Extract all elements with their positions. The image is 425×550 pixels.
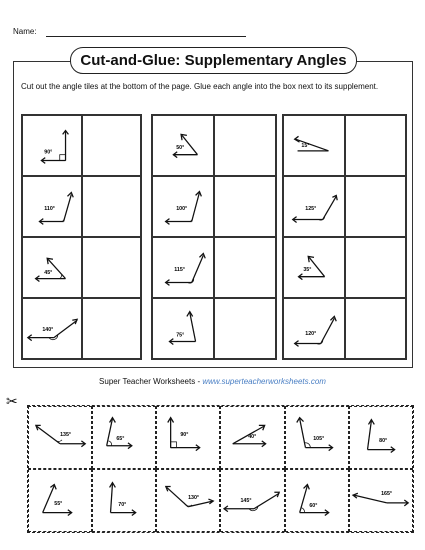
angle-tile xyxy=(92,406,156,469)
angle-diagram xyxy=(221,407,283,468)
angle-tile xyxy=(28,406,92,469)
angle-diagram xyxy=(23,299,81,358)
angle-label: 35° xyxy=(303,266,312,273)
angle-label: 120° xyxy=(305,330,317,337)
footer xyxy=(0,377,425,386)
angle-tile xyxy=(156,469,220,532)
cut-out-tiles xyxy=(27,405,414,533)
glue-box xyxy=(214,176,276,237)
angle-cell xyxy=(152,115,214,176)
angle-diagram xyxy=(157,407,219,468)
angle-diagram xyxy=(284,238,344,297)
footer-url: www.superteacherworksheets.com xyxy=(202,377,326,386)
footer-prefix: Super Teacher Worksheets - xyxy=(99,377,203,386)
angle-cell xyxy=(283,237,345,298)
angle-cell xyxy=(152,176,214,237)
angle-label: 45° xyxy=(44,269,53,276)
angle-label: 125° xyxy=(305,205,317,212)
angle-diagram xyxy=(157,470,219,531)
angle-diagram xyxy=(29,407,91,468)
glue-box xyxy=(214,115,276,176)
angle-diagram xyxy=(284,116,344,175)
tile-label: 80° xyxy=(378,437,388,444)
angle-label: 90° xyxy=(44,149,53,156)
glue-box xyxy=(82,298,141,359)
glue-box xyxy=(345,176,406,237)
angle-column-3 xyxy=(282,114,407,360)
angle-diagram xyxy=(153,177,213,236)
angle-label: 140° xyxy=(42,326,54,333)
angle-diagram xyxy=(286,470,348,531)
angle-column-2 xyxy=(151,114,277,360)
angle-label: 15° xyxy=(301,142,310,149)
angle-column-1 xyxy=(21,114,142,360)
angle-cell xyxy=(22,298,82,359)
name-label: Name: xyxy=(13,27,37,36)
angle-diagram xyxy=(23,177,81,236)
angle-tile xyxy=(349,406,413,469)
glue-box xyxy=(345,298,406,359)
angle-tile xyxy=(220,406,284,469)
glue-box xyxy=(345,237,406,298)
angle-label: 75° xyxy=(176,332,185,339)
page-title: Cut-and-Glue: Supplementary Angles xyxy=(70,47,357,74)
angle-diagram xyxy=(286,407,348,468)
tile-label: 165° xyxy=(380,491,392,498)
tile-label: 105° xyxy=(312,435,324,442)
angle-diagram xyxy=(284,299,344,358)
glue-box xyxy=(82,237,141,298)
tile-label: 40° xyxy=(248,433,257,440)
tile-label: 55° xyxy=(54,500,63,507)
angle-diagram xyxy=(23,116,81,175)
tile-label: 60° xyxy=(308,502,318,509)
angle-label: 50° xyxy=(176,144,185,151)
tile-label: 70° xyxy=(118,501,127,508)
angle-diagram xyxy=(153,238,213,297)
angle-diagram xyxy=(350,470,412,531)
instructions: Cut out the angle tiles at the bottom of the page. Glue each angle into the box next to its supplement. xyxy=(21,82,379,91)
tile-label: 135° xyxy=(60,432,72,439)
angle-cell xyxy=(22,115,82,176)
glue-box xyxy=(82,176,141,237)
angle-tile xyxy=(349,469,413,532)
angle-tile xyxy=(285,469,349,532)
angle-tile xyxy=(220,469,284,532)
angle-tile xyxy=(285,406,349,469)
angle-diagram xyxy=(93,470,155,531)
angle-diagram xyxy=(23,238,81,297)
angle-tile xyxy=(28,469,92,532)
angle-diagram xyxy=(153,299,213,358)
angle-diagram xyxy=(153,116,213,175)
angle-tile xyxy=(92,469,156,532)
angle-cell xyxy=(22,237,82,298)
angle-label: 100° xyxy=(176,205,188,212)
angle-cell xyxy=(283,298,345,359)
angle-label: 110° xyxy=(44,205,55,212)
glue-box xyxy=(214,237,276,298)
angle-cell xyxy=(152,298,214,359)
tile-label: 130° xyxy=(188,495,200,502)
angle-cell xyxy=(283,115,345,176)
glue-box xyxy=(82,115,141,176)
angle-diagram xyxy=(221,470,283,531)
tile-label: 90° xyxy=(180,432,189,439)
angle-tile xyxy=(156,406,220,469)
angle-label: 115° xyxy=(174,266,185,273)
angle-diagram xyxy=(93,407,155,468)
angle-cell xyxy=(22,176,82,237)
angle-cell xyxy=(152,237,214,298)
glue-box xyxy=(345,115,406,176)
angle-diagram xyxy=(29,470,91,531)
tile-label: 145° xyxy=(240,497,252,504)
scissors-icon: ✂ xyxy=(6,393,18,409)
name-line xyxy=(46,36,246,37)
tile-label: 65° xyxy=(116,435,125,442)
angle-diagram xyxy=(284,177,344,236)
angle-diagram xyxy=(350,407,412,468)
angle-cell xyxy=(283,176,345,237)
glue-box xyxy=(214,298,276,359)
